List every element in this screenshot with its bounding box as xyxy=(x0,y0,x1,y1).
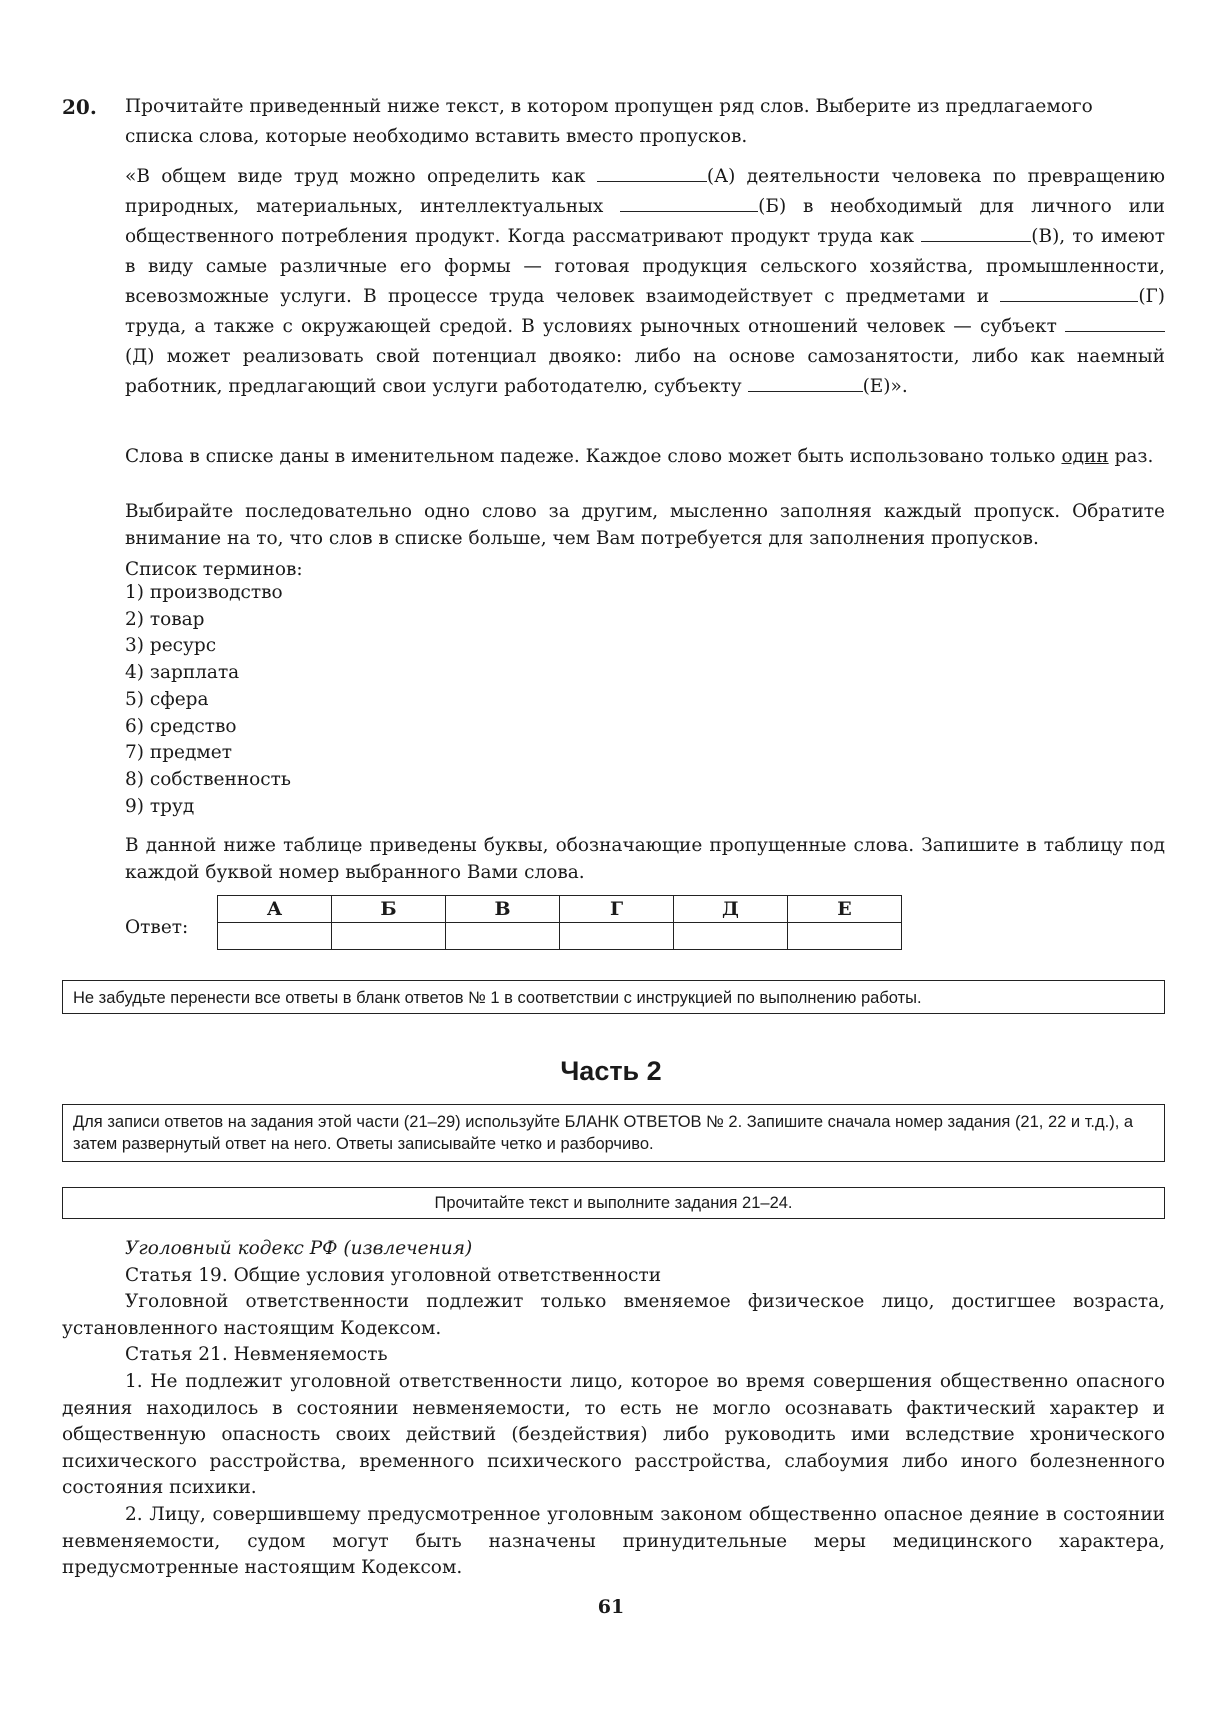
blank-g[interactable] xyxy=(1000,283,1138,302)
gapped-text-part: (В), то имеют в виду самые различные его формы — готовая продукция сельского хозяйства, промышленности, всевозможные услуги. В процессе труда человек взаимодействует с предметами и xyxy=(125,226,1165,307)
part2-title: Часть 2 xyxy=(560,1056,662,1086)
task-intro: Прочитайте приведенный ниже текст, в котором пропущен ряд слов. Выберите из предлагаемого списка слова, которые необходимо вставить вместо пропусков. xyxy=(125,96,1093,147)
terms-title: Список терминов: xyxy=(125,559,303,580)
answer-table xyxy=(217,895,902,950)
article-21-title: Статья 21. Невменяемость xyxy=(125,1344,388,1366)
article-21-p1: 1. Не подлежит уголовной ответственности лицо, которое во время совершения общественно опасного деяния находилось в состоянии невменяемости, то есть не могло осознавать фактический характер и общественную опасность своих действий (бездействия) либо руководить ими вследствие хронического психического расстройства, временного психического расстройства, слабоумия либо иного болезненного состояния психики. xyxy=(62,1370,1165,1499)
term-item: 1) производство xyxy=(125,582,283,603)
gapped-text-part: «В общем виде труд можно определить как xyxy=(125,166,597,187)
answer-cell-v[interactable] xyxy=(446,923,560,950)
blank-a[interactable] xyxy=(597,163,707,182)
gapped-text-part: (Е)». xyxy=(862,376,908,397)
part2-instructions-box xyxy=(62,1104,1165,1162)
terms-list xyxy=(125,580,291,820)
reminder-text: Не забудьте перенести все ответы в бланк ответов № 1 в соответствии с инструкцией по выполнению работы. xyxy=(73,989,922,1007)
term-item: 9) труд xyxy=(125,795,195,817)
answer-letter: В xyxy=(446,896,560,923)
answer-letter: А xyxy=(218,896,332,923)
gapped-text-part: (Д) может реализовать свой потенциал двояко: либо на основе самозанятости, либо как наемный работник, предлагающий свои услуги работодателю, субъекту xyxy=(125,346,1165,397)
instruction-text: раз. xyxy=(1108,446,1154,467)
term-item: 7) предмет xyxy=(125,742,232,764)
instruction-underlined: один xyxy=(1061,446,1109,467)
term-item: 4) зарплата xyxy=(125,662,240,684)
blank-d[interactable] xyxy=(1065,313,1165,332)
answer-header-row xyxy=(218,896,902,923)
table-instruction: В данной ниже таблице приведены буквы, обозначающие пропущенные слова. Запишите в таблицу под каждой буквой номер выбранного Вами слова. xyxy=(125,835,1165,883)
answer-label: Ответ: xyxy=(125,917,189,938)
reminder-box xyxy=(62,980,1165,1014)
gapped-text xyxy=(125,162,1165,402)
article-21-p2: 2. Лицу, совершившему предусмотренное уголовным законом общественно опасное деяние в состоянии невменяемости, судом могут быть назначены принудительные меры медицинского характера, предусмотренные настоящим Кодексом. xyxy=(62,1503,1165,1579)
article-19-title: Статья 19. Общие условия уголовной ответственности xyxy=(125,1264,662,1286)
blank-e[interactable] xyxy=(748,373,863,392)
answer-input-row xyxy=(218,923,902,950)
law-title: Уголовный кодекс РФ (извлечения) xyxy=(125,1238,473,1259)
term-item: 3) ресурс xyxy=(125,635,217,657)
instruction-sequence: Выбирайте последовательно одно слово за другим, мысленно заполняя каждый пропуск. Обратите внимание на то, что слов в списке больше, чем Вам потребуется для заполнения пропусков. xyxy=(125,501,1165,549)
answer-cell-b[interactable] xyxy=(332,923,446,950)
instruction-words xyxy=(125,443,1165,470)
term-item: 5) сфера xyxy=(125,688,209,710)
answer-letter: Б xyxy=(332,896,446,923)
answer-letter: Д xyxy=(674,896,788,923)
answer-cell-e[interactable] xyxy=(788,923,902,950)
answer-letter: Г xyxy=(560,896,674,923)
gapped-text-part: (А) деятельности человека по превращению природных, материальных, интеллектуальных xyxy=(125,166,1165,217)
read-prompt-box xyxy=(62,1187,1165,1219)
answer-cell-g[interactable] xyxy=(560,923,674,950)
term-item: 8) собственность xyxy=(125,768,291,790)
page-number: 61 xyxy=(597,1596,625,1618)
answer-cell-d[interactable] xyxy=(674,923,788,950)
gapped-text-part: (Б) в необходимый для личного или общественного потребления продукт. Когда рассматривают продукт труда как xyxy=(125,196,1166,247)
term-item: 2) товар xyxy=(125,608,205,630)
task-number: 20. xyxy=(62,95,97,119)
answer-cell-a[interactable] xyxy=(218,923,332,950)
answer-letter: Е xyxy=(788,896,902,923)
blank-v[interactable] xyxy=(921,223,1031,242)
term-item: 6) средство xyxy=(125,715,237,737)
gapped-text-part: (Г) труда, а также с окружающей средой. В условиях рыночных отношений человек — субъект xyxy=(125,286,1165,337)
blank-b[interactable] xyxy=(620,193,758,212)
law-excerpt xyxy=(62,1236,1165,1582)
read-prompt: Прочитайте текст и выполните задания 21–24. xyxy=(434,1194,793,1212)
instruction-text: Слова в списке даны в именительном падеже. Каждое слово может быть использовано только xyxy=(125,446,1062,467)
article-19-text: Уголовной ответственности подлежит только вменяемое физическое лицо, достигшее возраста, установленного настоящим Кодексом. xyxy=(62,1291,1165,1339)
part2-instructions: Для записи ответов на задания этой части (21–29) используйте БЛАНК ОТВЕТОВ № 2. Запишите сначала номер задания (21, 22 и т.д.), а затем развернутый ответ на него. Ответы записывайте четко и разборчиво. xyxy=(73,1113,1134,1153)
